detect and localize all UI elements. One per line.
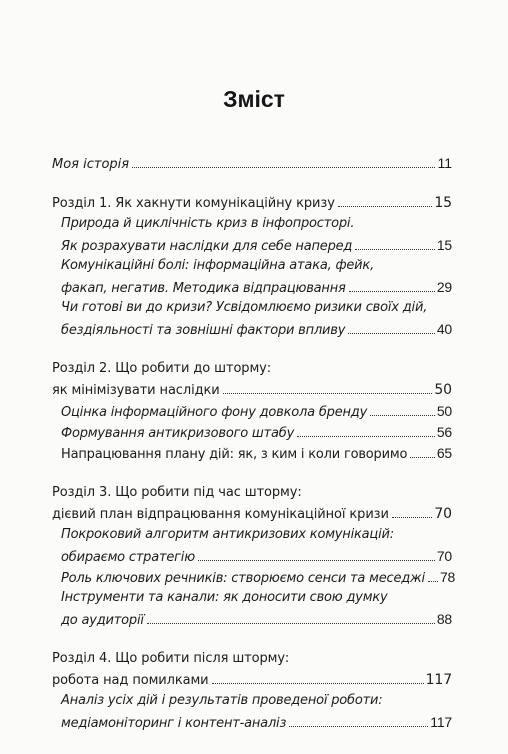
toc-chapter-title-continued: дієвий план відпрацювання комунікаційної кризи (52, 507, 389, 522)
toc-entry[interactable] (52, 424, 452, 445)
toc-chapter-title: Розділ 3. Що робити під час шторму: (52, 485, 302, 500)
toc-entry-title-continued: бездіяльності та зовнішні фактори впливу (61, 323, 346, 338)
toc-page-number: 88 (436, 611, 452, 627)
toc-page-number: 50 (436, 403, 452, 419)
dot-leader (370, 415, 435, 416)
toc-entry[interactable] (52, 216, 452, 237)
toc-entry-title-continued: обираємо стратегію (61, 550, 195, 565)
toc-chapter-title: Розділ 1. Як хакнути комунікаційну кризу (52, 196, 335, 211)
toc-entry[interactable] (52, 237, 452, 258)
toc-page-number: 15 (434, 195, 452, 211)
dot-leader (410, 457, 435, 458)
toc-chapter-title-continued: робота над помилками (52, 673, 209, 688)
toc-entry-title: Напрацювання плану дій: як, з ким і коли говоримо (61, 447, 408, 462)
toc-entry[interactable] (52, 445, 452, 466)
dot-leader (428, 581, 438, 582)
dot-leader (198, 560, 435, 561)
toc-entry-title: Формування антикризового штабу (61, 426, 295, 441)
toc-page-number: 65 (436, 445, 452, 461)
toc-entry-title: Комунікаційні болі: інформаційна атака, фейк, (61, 258, 375, 273)
dot-leader (223, 393, 433, 394)
toc-chapter-heading[interactable] (52, 651, 452, 672)
toc-entry-title: Моя історія (52, 157, 130, 172)
toc-entry-title: Покроковий алгоритм антикризових комунікацій: (61, 527, 394, 542)
toc-chapter-heading[interactable] (52, 382, 452, 403)
toc-chapter-heading[interactable] (52, 485, 452, 506)
toc-entry[interactable] (52, 611, 452, 632)
dot-leader (355, 249, 435, 250)
toc-entry[interactable] (52, 527, 452, 548)
dot-leader (212, 683, 424, 684)
toc-page-number: 40 (436, 321, 452, 337)
dot-leader (297, 436, 435, 437)
dot-leader (348, 333, 435, 334)
toc-entry-title-continued: до аудиторії (61, 613, 144, 628)
toc-page-number: 50 (434, 382, 452, 398)
toc-entry-title: Чи готові ви до кризи? Усвідомлюємо ризики своїх дій, (61, 300, 428, 315)
toc-entry[interactable] (52, 300, 452, 321)
toc-entry-history[interactable] (52, 155, 452, 176)
dot-leader (349, 291, 435, 292)
toc-entry[interactable] (52, 548, 452, 569)
toc-entry[interactable] (52, 693, 452, 714)
dot-leader (289, 726, 428, 727)
toc-page-number: 70 (434, 506, 452, 522)
toc-chapter-title-continued: як мінімізувати наслідки (52, 383, 220, 398)
toc-chapter-heading[interactable] (52, 361, 452, 382)
toc-entry[interactable] (52, 569, 456, 590)
toc-entry[interactable] (52, 403, 452, 424)
toc-entry-title: Інструменти та канали: як доносити свою думку (61, 590, 388, 605)
toc-entry-title-continued: факап, негатив. Методика відпрацювання (61, 281, 346, 296)
toc-page-number: 78 (439, 569, 456, 585)
dot-leader (132, 167, 435, 168)
toc-entry[interactable] (52, 258, 452, 279)
toc-page-number: 11 (437, 155, 452, 171)
dot-leader (392, 517, 433, 518)
toc-chapter-heading[interactable] (52, 672, 452, 693)
dot-leader (147, 623, 435, 624)
toc-page-number: 117 (430, 714, 452, 730)
toc-entry-title: Аналіз усіх дій і результатів проведеної роботи: (61, 693, 383, 708)
toc-entry-title: Як розрахувати наслідки для себе наперед (61, 239, 353, 254)
table-of-contents (52, 155, 456, 735)
toc-page-number: 70 (436, 548, 452, 564)
toc-page-number: 56 (436, 424, 452, 440)
toc-page-number: 15 (436, 237, 452, 253)
toc-entry-title: Роль ключових речників: створюємо сенси та меседжі (61, 571, 425, 586)
dot-leader (338, 206, 433, 207)
toc-entry-title: Природа й циклічність криз в інфопросторі. (61, 216, 355, 231)
toc-chapter-title: Розділ 2. Що робити до шторму: (52, 361, 272, 376)
toc-page-number: 29 (436, 279, 452, 295)
toc-page-number: 117 (425, 672, 452, 688)
toc-entry-title-continued: медіамоніторинг і контент-аналіз (61, 716, 287, 731)
toc-entry[interactable] (52, 590, 452, 611)
toc-chapter-heading[interactable] (52, 506, 452, 527)
toc-entry[interactable] (52, 279, 452, 300)
toc-entry[interactable] (52, 321, 452, 342)
toc-entry[interactable] (52, 714, 452, 735)
toc-chapter-heading[interactable] (52, 195, 452, 216)
toc-chapter-title: Розділ 4. Що робити після шторму: (52, 651, 290, 666)
page-title: Зміст (223, 86, 285, 112)
toc-entry-title: Оцінка інформаційного фону довкола бренду (61, 405, 368, 420)
